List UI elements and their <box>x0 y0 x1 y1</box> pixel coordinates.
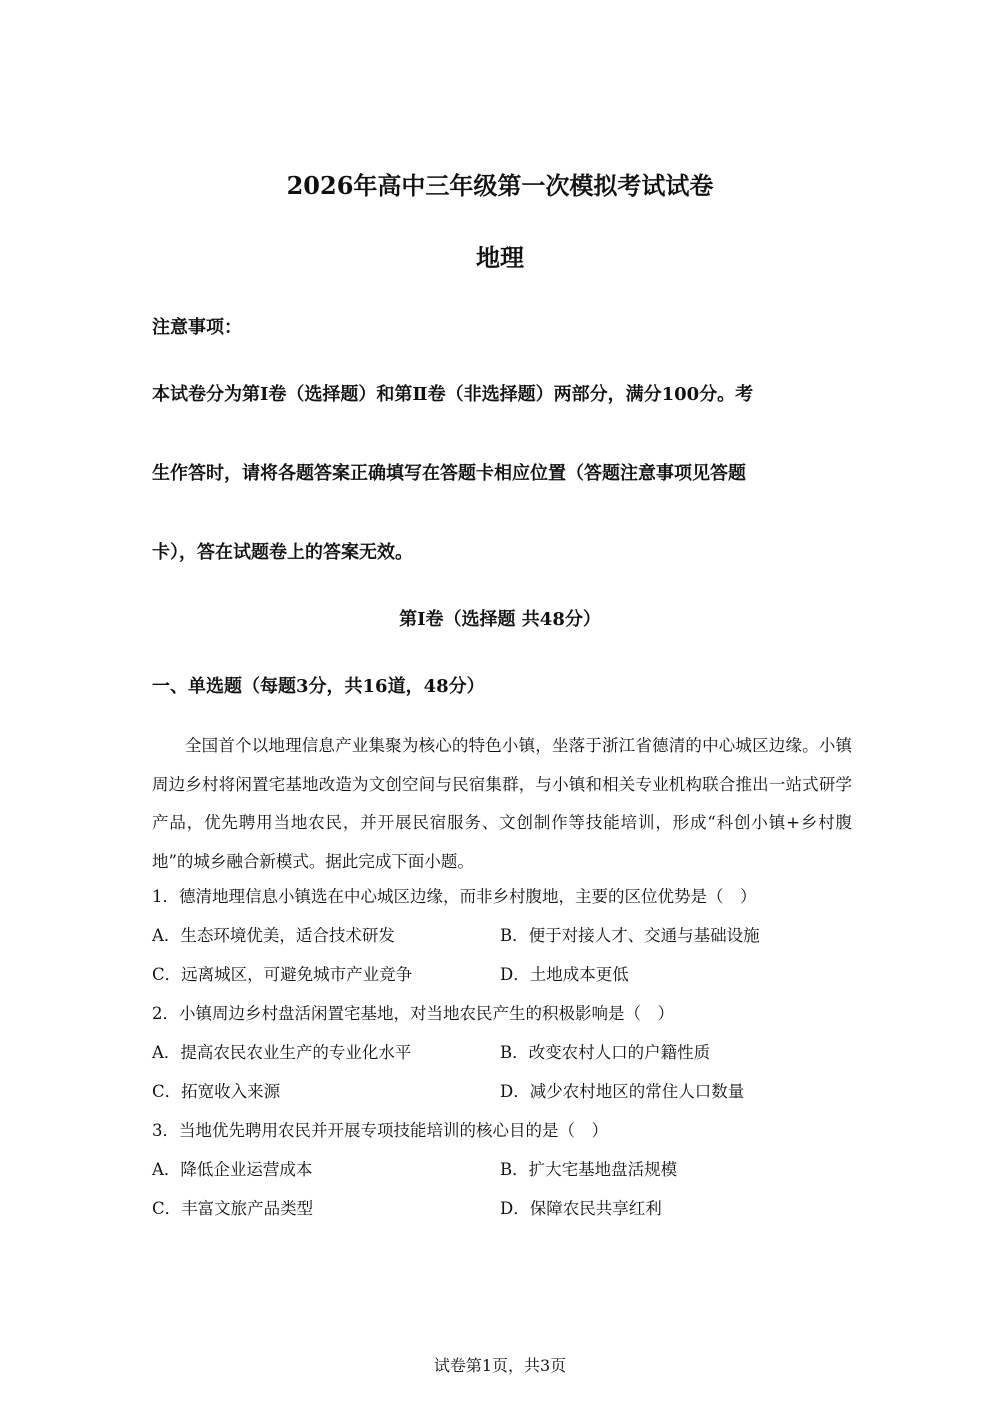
option-b: B．便于对接人才、交通与基础设施 <box>500 926 760 945</box>
option-d: D．保障农民共享红利 <box>500 1199 662 1218</box>
part-heading: 一、单选题（每题3分，共16道，48分） <box>152 676 485 697</box>
option-d: D．土地成本更低 <box>500 965 629 984</box>
section-title: 第Ⅰ卷（选择题 共48分） <box>399 609 601 630</box>
exam-subject: 地理 <box>476 243 524 272</box>
notice-line: 本试卷分为第Ⅰ卷（选择题）和第Ⅱ卷（非选择题）两部分，满分100分。考 <box>152 384 754 405</box>
option-c: C．远离城区，可避免城市产业竞争 <box>152 965 413 984</box>
reading-passage: 全国首个以地理信息产业集聚为核心的特色小镇，坐落于浙江省德清的中心城区边缘。小镇周边乡村将闲置宅基地改造为文创空间与民宿集群，与小镇和相关专业机构联合推出一站式研学产品，优先聘用当地农民，并开展民宿服务、文创制作等技能培训，形成“科创小镇+乡村腹地”的城乡融合新模式。据此完成下面小题。 <box>152 736 852 871</box>
question-stem: 2．小镇周边乡村盘活闲置宅基地，对当地农民产生的积极影响是（ ） <box>152 1004 674 1023</box>
notice-heading: 注意事项： <box>152 317 242 338</box>
notice-line: 生作答时，请将各题答案正确填写在答题卡相应位置（答题注意事项见答题 <box>152 463 746 484</box>
question-stem: 3．当地优先聘用农民并开展专项技能培训的核心目的是（ ） <box>152 1121 608 1140</box>
option-a: A．提高农民农业生产的专业化水平 <box>152 1043 412 1062</box>
exam-title: 2026年高中三年级第一次模拟考试试卷 <box>286 171 714 200</box>
option-a: A．降低企业运营成本 <box>152 1160 313 1179</box>
option-d: D．减少农村地区的常住人口数量 <box>500 1082 745 1101</box>
page-footer: 试卷第1页，共3页 <box>433 1356 567 1375</box>
option-a: A．生态环境优美，适合技术研发 <box>152 926 395 945</box>
option-b: B．扩大宅基地盘活规模 <box>500 1160 678 1179</box>
option-c: C．拓宽收入来源 <box>152 1082 281 1101</box>
question-stem: 1．德清地理信息小镇选在中心城区边缘，而非乡村腹地，主要的区位优势是（ ） <box>152 887 757 906</box>
option-c: C．丰富文旅产品类型 <box>152 1199 314 1218</box>
notice-line: 卡），答在试题卷上的答案无效。 <box>152 542 413 563</box>
option-b: B．改变农村人口的户籍性质 <box>500 1043 711 1062</box>
